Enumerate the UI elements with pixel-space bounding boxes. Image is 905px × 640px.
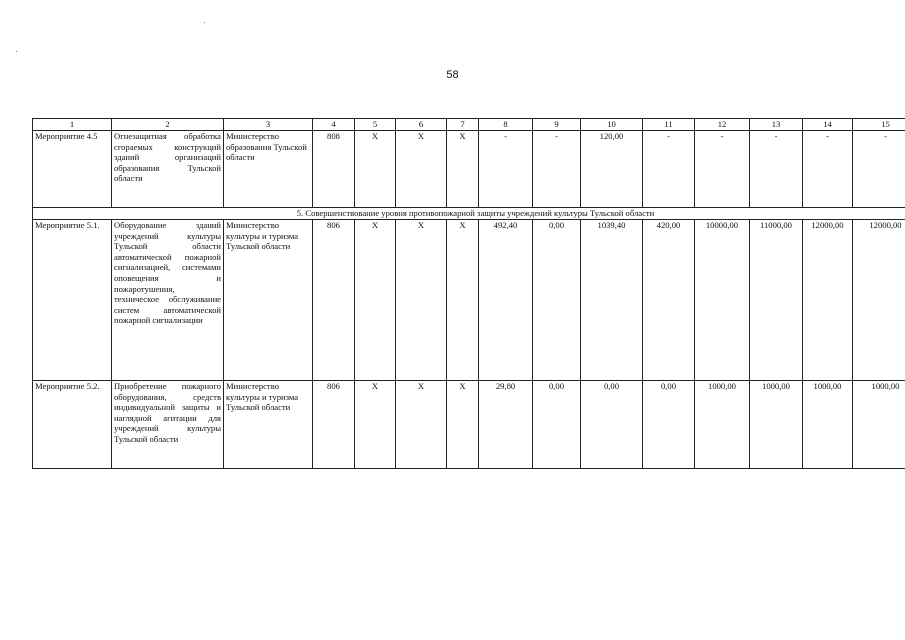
table-row xyxy=(33,220,905,381)
table-row xyxy=(33,131,905,208)
value-cell: X xyxy=(355,220,396,381)
value-cell: X xyxy=(447,131,479,208)
header-row xyxy=(33,119,905,131)
value-cell: - xyxy=(643,131,695,208)
executor-cell: Министерство культуры и туризма Тульской области xyxy=(224,381,313,469)
value-cell: 808 xyxy=(313,131,355,208)
executor-cell: Министерство культуры и туризма Тульской области xyxy=(224,220,313,381)
value-cell: 10000,00 xyxy=(695,220,750,381)
activity-cell: Мероприятие 5.1. xyxy=(33,220,112,381)
value-cell: X xyxy=(396,131,447,208)
header-cell: 6 xyxy=(396,119,447,131)
header-cell: 11 xyxy=(643,119,695,131)
header-cell: 4 xyxy=(313,119,355,131)
header-cell: 14 xyxy=(803,119,853,131)
value-cell: - xyxy=(750,131,803,208)
value-cell: 0,00 xyxy=(643,381,695,469)
value-cell: 1000,00 xyxy=(853,381,905,469)
activity-cell: Мероприятие 5.2. xyxy=(33,381,112,469)
header-cell: 3 xyxy=(224,119,313,131)
scan-speck xyxy=(204,22,205,23)
value-cell: 1039,40 xyxy=(581,220,643,381)
value-cell: - xyxy=(533,131,581,208)
header-cell: 2 xyxy=(112,119,224,131)
header-cell: 13 xyxy=(750,119,803,131)
value-cell: 0,00 xyxy=(533,220,581,381)
header-cell: 5 xyxy=(355,119,396,131)
value-cell: 12000,00 xyxy=(803,220,853,381)
section-row xyxy=(33,208,905,220)
value-cell: 12000,00 xyxy=(853,220,905,381)
header-cell: 1 xyxy=(33,119,112,131)
value-cell: - xyxy=(695,131,750,208)
value-cell: 1000,00 xyxy=(695,381,750,469)
value-cell: X xyxy=(447,220,479,381)
value-cell: 806 xyxy=(313,381,355,469)
description-cell: Приобретение пожарного оборудования, средств индивидуальной защиты и наглядной агитации для учреждений культуры Тульской области xyxy=(112,381,224,469)
value-cell: 29,80 xyxy=(479,381,533,469)
executor-cell: Министерство образования Тульской области xyxy=(224,131,313,208)
value-cell: - xyxy=(803,131,853,208)
value-cell: X xyxy=(355,381,396,469)
value-cell: 420,00 xyxy=(643,220,695,381)
scan-speck xyxy=(16,51,17,52)
description-cell: Оборудование зданий учреждений культуры Тульской области автоматической пожарной сигнализацией, системами оповещения и пожаротушения, техническое обслуживание систем автоматической пожарной сигнализации xyxy=(112,220,224,381)
header-cell: 15 xyxy=(853,119,905,131)
header-cell: 12 xyxy=(695,119,750,131)
header-cell: 7 xyxy=(447,119,479,131)
header-cell: 10 xyxy=(581,119,643,131)
value-cell: - xyxy=(479,131,533,208)
description-cell: Огнезащитная обработка сгораемых конструкций зданий организаций образования Тульской области xyxy=(112,131,224,208)
section-title: 5. Совершенствование уровня противопожарной защиты учреждений культуры Тульской области xyxy=(33,208,905,220)
value-cell: X xyxy=(355,131,396,208)
header-cell: 8 xyxy=(479,119,533,131)
value-cell: X xyxy=(447,381,479,469)
page-number: 58 xyxy=(446,69,459,81)
budget-table xyxy=(32,118,905,469)
table-row xyxy=(33,381,905,469)
value-cell: 806 xyxy=(313,220,355,381)
value-cell: 1000,00 xyxy=(750,381,803,469)
value-cell: - xyxy=(853,131,905,208)
value-cell: 1000,00 xyxy=(803,381,853,469)
value-cell: X xyxy=(396,381,447,469)
value-cell: 0,00 xyxy=(533,381,581,469)
value-cell: X xyxy=(396,220,447,381)
value-cell: 492,40 xyxy=(479,220,533,381)
activity-cell: Мероприятие 4.5 xyxy=(33,131,112,208)
value-cell: 0,00 xyxy=(581,381,643,469)
value-cell: 120,00 xyxy=(581,131,643,208)
value-cell: 11000,00 xyxy=(750,220,803,381)
header-cell: 9 xyxy=(533,119,581,131)
